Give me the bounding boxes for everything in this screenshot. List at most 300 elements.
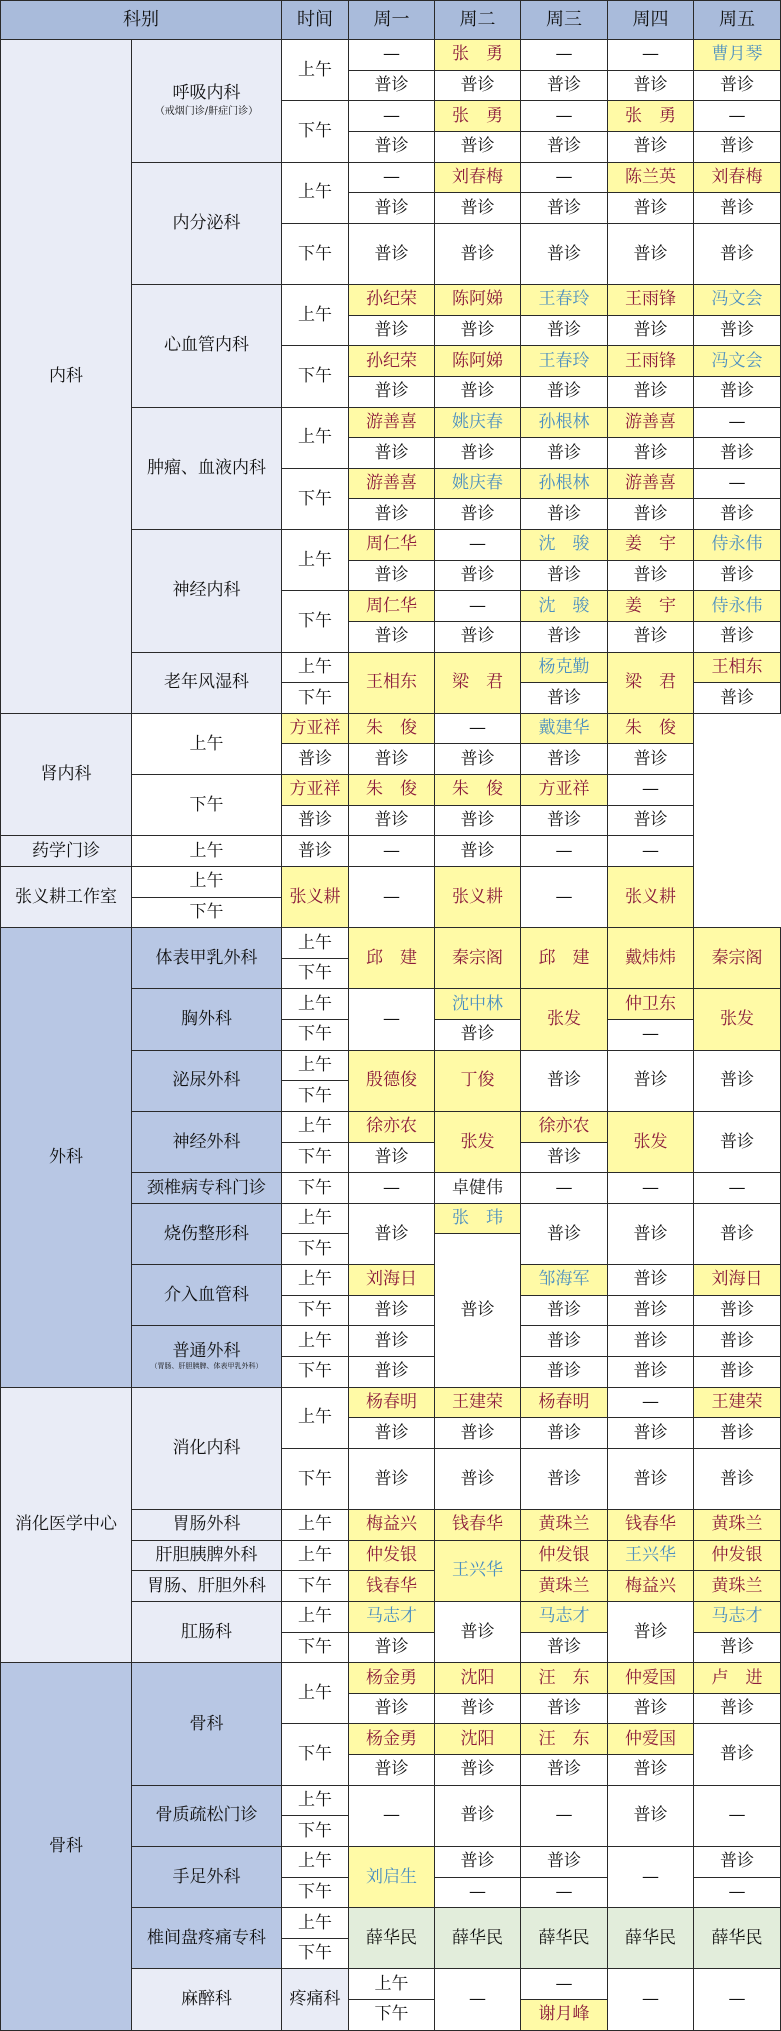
doctor-cell (694, 1601, 781, 1632)
department-cell (132, 162, 282, 285)
time-slot-cell (282, 652, 349, 683)
no-clinic-label: — (555, 1805, 573, 1826)
general-clinic-cell (435, 376, 521, 407)
general-clinic-cell (521, 683, 608, 714)
general-clinic-label: 普诊 (460, 381, 495, 402)
doctor-cell (694, 989, 781, 1050)
doctor-label: 曹月琴 (711, 44, 763, 65)
time-slot-cell (282, 958, 349, 989)
general-clinic-cell (349, 131, 435, 162)
doctor-cell (608, 162, 694, 193)
no-clinic-cell (521, 40, 608, 71)
doctor-cell (608, 652, 694, 713)
no-clinic-label: — (728, 473, 746, 494)
general-clinic-label: 普诊 (720, 626, 754, 647)
doctor-label: 徐亦农 (366, 1116, 417, 1137)
time-slot-cell (282, 1387, 349, 1448)
time-slot-label: 下午 (298, 1177, 332, 1198)
general-clinic-label: 普诊 (633, 1698, 668, 1719)
doctor-label: 马志才 (366, 1606, 417, 1627)
doctor-label: 王雨锋 (625, 289, 676, 310)
general-clinic-cell (521, 499, 608, 530)
doctor-label: 杨春明 (366, 1391, 417, 1412)
general-clinic-label: 普诊 (374, 565, 409, 586)
doctor-label: 仲发银 (366, 1545, 417, 1566)
department-label: 骨科 (189, 1713, 224, 1734)
general-clinic-cell (608, 499, 694, 530)
doctor-cell (521, 1663, 608, 1694)
time-slot-cell (282, 162, 349, 223)
general-clinic-label: 普诊 (460, 626, 495, 647)
time-slot-cell (282, 407, 349, 468)
time-slot-label: 下午 (298, 1820, 332, 1841)
general-clinic-cell (694, 1632, 781, 1663)
doctor-label: 陈阿娣 (452, 350, 503, 371)
time-slot-label: 下午 (298, 121, 332, 142)
general-clinic-cell (608, 1785, 694, 1846)
doctor-cell (435, 928, 521, 989)
department-label: 胃肠外科 (172, 1514, 241, 1535)
doctor-cell (435, 1540, 521, 1601)
general-clinic-cell (694, 223, 781, 284)
time-slot-cell (132, 897, 282, 928)
doctor-label: 秦宗阁 (452, 947, 503, 968)
general-clinic-cell (521, 560, 608, 591)
doctor-label: 孙纪荣 (366, 350, 417, 371)
doctor-label: 钱春华 (366, 1575, 417, 1596)
no-clinic-cell (694, 1969, 781, 2030)
general-clinic-label: 普诊 (547, 748, 581, 769)
general-clinic-label: 普诊 (633, 1805, 668, 1826)
general-clinic-cell (608, 1295, 694, 1326)
doctor-cell (349, 1265, 435, 1296)
department-group-label: 骨科 (49, 1836, 83, 1857)
time-slot-cell (282, 1938, 349, 1969)
department-cell (132, 652, 282, 713)
general-clinic-label: 普诊 (633, 320, 668, 341)
doctor-label: 沈 骏 (538, 595, 590, 616)
time-slot-cell (282, 1663, 349, 1724)
time-slot-label: 下午 (298, 1238, 332, 1259)
general-clinic-cell (694, 376, 781, 407)
time-slot-label: 下午 (298, 1636, 332, 1657)
general-clinic-cell (694, 560, 781, 591)
department-cell (132, 989, 282, 1050)
general-clinic-cell (349, 438, 435, 469)
doctor-cell (349, 713, 435, 744)
header-time: 时间 (282, 1, 349, 40)
general-clinic-label: 普诊 (633, 1330, 668, 1351)
time-slot-cell (282, 1265, 349, 1296)
doctor-label: 邹海军 (538, 1269, 590, 1290)
general-clinic-label: 普诊 (460, 1851, 495, 1872)
doctor-cell (694, 928, 781, 989)
header-mon: 周一 (349, 1, 435, 40)
general-clinic-label: 普诊 (720, 1468, 754, 1489)
general-clinic-cell (435, 1693, 521, 1724)
general-clinic-cell (349, 1295, 435, 1326)
no-clinic-label: — (642, 779, 659, 800)
general-clinic-cell (349, 805, 435, 836)
doctor-cell (521, 2000, 608, 2031)
general-clinic-cell (435, 131, 521, 162)
no-clinic-label: — (555, 166, 573, 187)
time-slot-label: 下午 (298, 1085, 332, 1106)
time-slot-cell (282, 223, 349, 284)
table-row (1, 928, 781, 959)
time-slot-cell (132, 713, 282, 774)
general-clinic-cell (694, 1724, 781, 1785)
doctor-label: 王相东 (711, 656, 763, 677)
doctor-label: 张发 (633, 1131, 668, 1152)
no-clinic-cell (521, 866, 608, 927)
doctor-label: 张义耕 (625, 886, 676, 907)
general-clinic-cell (694, 1448, 781, 1509)
doctor-cell (694, 285, 781, 316)
doctor-label: 姚庆春 (452, 473, 503, 494)
general-clinic-label: 普诊 (547, 810, 581, 831)
general-clinic-cell (608, 1448, 694, 1509)
general-clinic-label: 普诊 (460, 810, 495, 831)
doctor-label: 姚庆春 (452, 411, 503, 432)
time-slot-label: 上午 (298, 1330, 332, 1351)
department-cell (132, 530, 282, 653)
doctor-label: 王春玲 (538, 350, 590, 371)
general-clinic-cell (435, 438, 521, 469)
department-label: 神经内科 (172, 580, 241, 601)
general-clinic-cell (521, 1632, 608, 1663)
table-row (1, 1663, 781, 1694)
time-slot-label: 上午 (298, 1514, 332, 1535)
department-cell (132, 1601, 282, 1662)
time-slot-label: 上午 (298, 427, 332, 448)
time-slot-label: 下午 (189, 901, 224, 922)
general-clinic-label: 普诊 (720, 381, 754, 402)
general-clinic-cell (521, 193, 608, 224)
doctor-label: 朱 俊 (366, 718, 417, 739)
doctor-label: 薛华民 (625, 1927, 676, 1948)
time-slot-label: 上午 (298, 304, 332, 325)
no-clinic-cell (435, 591, 521, 622)
no-clinic-label: — (383, 1177, 400, 1198)
no-clinic-cell (435, 530, 521, 561)
general-clinic-cell (349, 621, 435, 652)
doctor-label: 方亚祥 (289, 779, 341, 800)
general-clinic-label: 普诊 (298, 748, 332, 769)
doctor-cell (435, 866, 521, 927)
general-clinic-cell (521, 223, 608, 284)
general-clinic-label: 普诊 (374, 626, 409, 647)
doctor-label: 方亚祥 (289, 718, 341, 739)
general-clinic-cell (521, 1846, 608, 1877)
general-clinic-label: 普诊 (547, 1300, 581, 1321)
doctor-cell (435, 775, 521, 806)
no-clinic-label: — (555, 44, 573, 65)
general-clinic-cell (608, 560, 694, 591)
time-slot-label: 上午 (298, 1682, 332, 1703)
general-clinic-label: 普诊 (547, 1223, 581, 1244)
doctor-label: 刘启生 (366, 1866, 417, 1887)
general-clinic-label: 普诊 (374, 748, 409, 769)
doctor-label: 王雨锋 (625, 350, 676, 371)
header-wed: 周三 (521, 1, 608, 40)
doctor-cell (521, 775, 608, 806)
doctor-cell (349, 652, 435, 713)
doctor-label: 马志才 (538, 1606, 590, 1627)
doctor-cell (521, 713, 608, 744)
department-note: （胃肠、肝胆胰脾、体表甲乳外科） (150, 1361, 263, 1370)
time-slot-label: 下午 (298, 1468, 332, 1489)
time-slot-label: 下午 (298, 687, 332, 708)
general-clinic-label: 普诊 (374, 810, 409, 831)
doctor-label: 梁 君 (452, 672, 503, 693)
time-slot-cell (282, 1846, 349, 1877)
doctor-cell (282, 775, 349, 806)
department-group-cell (1, 928, 132, 1387)
general-clinic-label: 普诊 (720, 442, 754, 463)
general-clinic-cell (435, 1755, 521, 1786)
doctor-cell (521, 530, 608, 561)
no-clinic-label: — (728, 1177, 746, 1198)
department-label: 内分泌科 (172, 212, 241, 233)
general-clinic-label: 普诊 (374, 75, 409, 96)
general-clinic-label: 普诊 (720, 75, 754, 96)
no-clinic-cell (608, 1846, 694, 1907)
no-clinic-label: — (469, 534, 486, 555)
general-clinic-label: 普诊 (633, 503, 668, 524)
department-label: 体表甲乳外科 (155, 947, 258, 968)
general-clinic-cell (435, 1448, 521, 1509)
doctor-cell (608, 1663, 694, 1694)
time-slot-cell (282, 1111, 349, 1142)
department-cell (132, 407, 282, 530)
doctor-label: 张发 (460, 1131, 495, 1152)
general-clinic-label: 普诊 (460, 243, 495, 264)
doctor-cell (694, 1571, 781, 1602)
no-clinic-cell (521, 1969, 608, 2000)
doctor-label: 张义耕 (452, 886, 503, 907)
general-clinic-label: 普诊 (720, 320, 754, 341)
general-clinic-label: 普诊 (547, 243, 581, 264)
no-clinic-cell (521, 836, 608, 867)
general-clinic-cell (694, 193, 781, 224)
general-clinic-cell (349, 70, 435, 101)
doctor-label: 张 勇 (452, 105, 503, 126)
doctor-label: 沈阳 (460, 1667, 495, 1688)
department-label: 神经外科 (172, 1131, 241, 1152)
general-clinic-label: 普诊 (547, 626, 581, 647)
general-clinic-cell (521, 1050, 608, 1111)
general-clinic-label: 普诊 (374, 381, 409, 402)
doctor-cell (435, 989, 521, 1020)
doctor-cell (608, 591, 694, 622)
doctor-cell (282, 713, 349, 744)
general-clinic-cell (608, 438, 694, 469)
department-label: 心血管内科 (164, 335, 249, 356)
general-clinic-label: 普诊 (633, 810, 668, 831)
general-clinic-cell (521, 1326, 608, 1357)
general-clinic-cell (349, 560, 435, 591)
doctor-label: 孙根林 (538, 411, 590, 432)
doctor-cell (694, 162, 781, 193)
no-clinic-cell (608, 1387, 694, 1418)
doctor-cell (608, 468, 694, 499)
department-group-label: 消化医学中心 (15, 1514, 117, 1535)
general-clinic-label: 普诊 (374, 1759, 409, 1780)
doctor-label: 刘海日 (366, 1269, 417, 1290)
no-clinic-cell (435, 1877, 521, 1908)
department-cell (1, 836, 132, 867)
time-slot-label: 上午 (298, 1208, 332, 1229)
department-label: 肿瘤、血液内科 (147, 457, 266, 478)
department-label: 颈椎病专科门诊 (147, 1177, 266, 1198)
time-slot-cell (282, 1724, 349, 1785)
doctor-cell (435, 1050, 521, 1111)
doctor-label: 陈阿娣 (452, 289, 503, 310)
no-clinic-label: — (469, 1989, 486, 2010)
general-clinic-cell (435, 1020, 521, 1051)
department-cell (132, 1387, 282, 1510)
doctor-cell (349, 1908, 435, 1969)
general-clinic-label: 普诊 (633, 1621, 668, 1642)
general-clinic-label: 普诊 (633, 1361, 668, 1382)
department-cell (282, 1969, 349, 2030)
doctor-label: 谢月峰 (538, 2004, 590, 2025)
general-clinic-label: 普诊 (374, 1146, 409, 1167)
general-clinic-label: 普诊 (460, 748, 495, 769)
doctor-cell (435, 162, 521, 193)
doctor-label: 张发 (547, 1009, 581, 1030)
general-clinic-label: 普诊 (374, 1223, 409, 1244)
time-slot-cell (282, 1050, 349, 1081)
doctor-label: 杨春明 (538, 1391, 590, 1412)
doctor-cell (521, 928, 608, 989)
doctor-label: 杨金勇 (366, 1667, 417, 1688)
general-clinic-label: 普诊 (720, 1070, 754, 1091)
no-clinic-cell (694, 1173, 781, 1204)
general-clinic-label: 普诊 (547, 1636, 581, 1657)
doctor-label: 杨金勇 (366, 1728, 417, 1749)
general-clinic-label: 普诊 (633, 1468, 668, 1489)
general-clinic-cell (349, 744, 435, 775)
general-clinic-cell (435, 70, 521, 101)
department-label: 消化内科 (172, 1437, 241, 1458)
time-slot-cell (282, 1540, 349, 1571)
time-slot-label: 上午 (298, 1912, 332, 1933)
general-clinic-cell (349, 1693, 435, 1724)
no-clinic-label: — (383, 1009, 400, 1030)
doctor-cell (608, 1111, 694, 1172)
time-slot-cell (282, 1785, 349, 1816)
header-thu: 周四 (608, 1, 694, 40)
doctor-label: 孙根林 (538, 473, 590, 494)
general-clinic-cell (608, 1693, 694, 1724)
general-clinic-cell (349, 315, 435, 346)
department-cell (132, 928, 282, 989)
doctor-cell (349, 1111, 435, 1142)
department-cell (132, 40, 282, 163)
table-row (1, 1387, 781, 1418)
doctor-cell (521, 1724, 608, 1755)
general-clinic-label: 普诊 (720, 243, 754, 264)
doctor-label: 姜 宇 (625, 595, 676, 616)
no-clinic-cell (694, 1785, 781, 1846)
general-clinic-label: 普诊 (374, 243, 409, 264)
no-clinic-cell (521, 1173, 608, 1204)
doctor-label: 仲发银 (538, 1545, 590, 1566)
doctor-cell (608, 530, 694, 561)
general-clinic-label: 普诊 (720, 565, 754, 586)
time-slot-cell (282, 1081, 349, 1112)
general-clinic-cell (694, 1846, 781, 1877)
no-clinic-label: — (728, 1881, 746, 1902)
time-slot-cell (132, 866, 282, 897)
no-clinic-cell (608, 1173, 694, 1204)
general-clinic-label: 普诊 (720, 1330, 754, 1351)
doctor-label: 沈 骏 (538, 534, 590, 555)
general-clinic-cell (521, 1693, 608, 1724)
general-clinic-label: 普诊 (547, 1330, 581, 1351)
doctor-cell (435, 285, 521, 316)
doctor-label: 黄珠兰 (538, 1514, 590, 1535)
time-slot-cell (282, 1356, 349, 1387)
department-cell (132, 1265, 282, 1326)
no-clinic-label: — (383, 840, 400, 861)
doctor-label: 邱 建 (538, 947, 590, 968)
no-clinic-cell (349, 1785, 435, 1846)
doctor-cell (694, 652, 781, 683)
doctor-cell (435, 101, 521, 132)
department-cell (132, 1510, 282, 1541)
general-clinic-cell (694, 1418, 781, 1449)
doctor-label: 杨克勤 (538, 656, 590, 677)
general-clinic-label: 普诊 (633, 1759, 668, 1780)
doctor-label: 卓健伟 (452, 1177, 503, 1198)
department-cell (132, 1540, 282, 1571)
time-slot-label: 上午 (298, 932, 332, 953)
general-clinic-label: 普诊 (720, 687, 754, 708)
no-clinic-cell (694, 468, 781, 499)
no-clinic-cell (694, 407, 781, 438)
general-clinic-label: 普诊 (547, 136, 581, 157)
time-slot-cell (282, 683, 349, 714)
doctor-cell (694, 346, 781, 377)
no-clinic-label: — (383, 1805, 400, 1826)
general-clinic-cell (521, 1356, 608, 1387)
doctor-label: 殷德俊 (366, 1070, 417, 1091)
department-label: 疼痛科 (289, 1989, 341, 2010)
department-label: 肛肠科 (181, 1621, 232, 1642)
doctor-label: 梁 君 (625, 672, 676, 693)
general-clinic-label: 普诊 (460, 1805, 495, 1826)
doctor-label: 薛华民 (366, 1927, 417, 1948)
department-group-cell (1, 1663, 132, 2031)
general-clinic-label: 普诊 (547, 197, 581, 218)
general-clinic-label: 普诊 (460, 197, 495, 218)
doctor-cell (435, 1387, 521, 1418)
department-label: 胸外科 (181, 1009, 232, 1030)
general-clinic-label: 普诊 (460, 1698, 495, 1719)
general-clinic-cell (521, 621, 608, 652)
doctor-cell (521, 407, 608, 438)
doctor-cell (608, 346, 694, 377)
time-slot-label: 下午 (298, 243, 332, 264)
general-clinic-cell (349, 499, 435, 530)
doctor-cell (694, 1908, 781, 1969)
doctor-label: 王兴华 (452, 1560, 503, 1581)
general-clinic-label: 普诊 (633, 442, 668, 463)
general-clinic-cell (435, 621, 521, 652)
